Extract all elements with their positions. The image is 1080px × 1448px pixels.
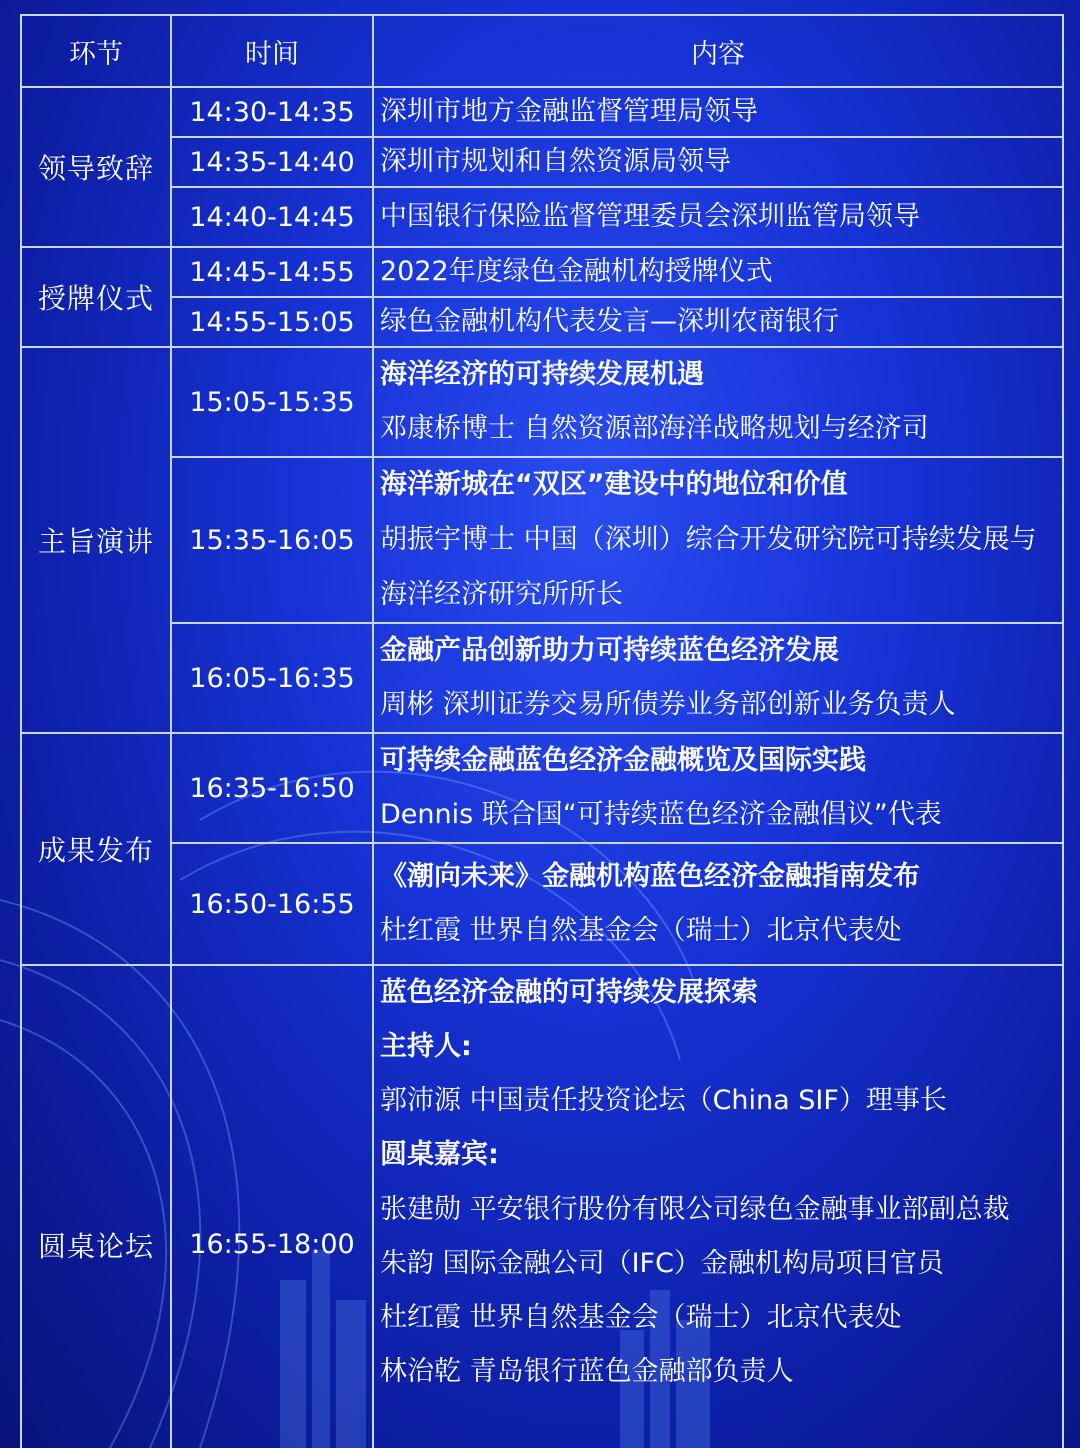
- talk-speaker: 邓康桥博士 自然资源部海洋战略规划与经济司: [380, 413, 929, 444]
- content-cell: [373, 843, 1063, 965]
- agenda-item: 中国银行保险监督管理委员会深圳监管局领导: [380, 201, 920, 232]
- table-row: [21, 297, 1063, 347]
- time-cell: 14:40-14:45: [171, 187, 373, 247]
- header-content: 内容: [373, 15, 1063, 87]
- table-row: [21, 623, 1063, 733]
- time-cell: 14:55-15:05: [171, 297, 373, 347]
- talk-topic: 海洋新城在“双区”建设中的地位和价值: [380, 469, 848, 500]
- table-row: [21, 347, 1063, 457]
- time-cell: 16:50-16:55: [171, 843, 373, 965]
- release-topic: 《潮向未来》金融机构蓝色经济金融指南发布: [380, 861, 920, 892]
- content-cell: [373, 187, 1063, 247]
- host-label: 主持人:: [380, 1031, 472, 1062]
- time-cell: 15:35-16:05: [171, 457, 373, 623]
- table-row: [21, 843, 1063, 965]
- talk-topic: 金融产品创新助力可持续蓝色经济发展: [380, 635, 839, 666]
- section-label: 成果发布: [21, 733, 171, 965]
- guest-item: 朱韵 国际金融公司（IFC）金融机构局项目官员: [380, 1248, 944, 1279]
- table-row: [21, 137, 1063, 187]
- content-cell: [373, 623, 1063, 733]
- table-header-row: [21, 15, 1063, 87]
- agenda-item: 2022年度绿色金融机构授牌仪式: [380, 256, 773, 287]
- forum-topic: 蓝色经济金融的可持续发展探索: [380, 977, 758, 1008]
- agenda-item: 绿色金融机构代表发言—深圳农商银行: [380, 306, 839, 337]
- host-name: 郭沛源 中国责任投资论坛（China SIF）理事长: [380, 1085, 947, 1116]
- time-cell: 16:35-16:50: [171, 733, 373, 843]
- content-cell: [373, 297, 1063, 347]
- agenda-item: 深圳市规划和自然资源局领导: [380, 146, 731, 177]
- schedule-table: [20, 14, 1064, 1448]
- content-cell: [373, 457, 1063, 623]
- agenda-item: 深圳市地方金融监督管理局领导: [380, 96, 758, 127]
- talk-speaker: 周彬 深圳证券交易所债券业务部创新业务负责人: [380, 689, 956, 720]
- release-speaker: Dennis 联合国“可持续蓝色经济金融倡议”代表: [380, 799, 942, 830]
- time-cell: 16:05-16:35: [171, 623, 373, 733]
- time-cell: 16:55-18:00: [171, 965, 373, 1448]
- content-cell: [373, 347, 1063, 457]
- content-cell: [373, 247, 1063, 297]
- section-label: 领导致辞: [21, 87, 171, 247]
- section-label: 授牌仪式: [21, 247, 171, 347]
- time-cell: 14:45-14:55: [171, 247, 373, 297]
- content-cell: [373, 137, 1063, 187]
- header-time: 时间: [171, 15, 373, 87]
- table-row: [21, 733, 1063, 843]
- table-row: [21, 187, 1063, 247]
- talk-speaker: 胡振宇博士 中国（深圳）综合开发研究院可持续发展与海洋经济研究所所长: [380, 524, 1037, 610]
- release-topic: 可持续金融蓝色经济金融概览及国际实践: [380, 745, 866, 776]
- section-label: 圆桌论坛: [21, 965, 171, 1448]
- time-cell: 14:30-14:35: [171, 87, 373, 137]
- table-row: [21, 247, 1063, 297]
- guests-label: 圆桌嘉宾:: [380, 1139, 499, 1170]
- content-cell: [373, 87, 1063, 137]
- time-cell: 15:05-15:35: [171, 347, 373, 457]
- content-cell: [373, 965, 1063, 1448]
- talk-topic: 海洋经济的可持续发展机遇: [380, 359, 704, 390]
- content-cell: [373, 733, 1063, 843]
- section-label: 主旨演讲: [21, 347, 171, 733]
- table-row: [21, 87, 1063, 137]
- release-speaker: 杜红霞 世界自然基金会（瑞士）北京代表处: [380, 915, 902, 946]
- header-section: 环节: [21, 15, 171, 87]
- time-cell: 14:35-14:40: [171, 137, 373, 187]
- guest-item: 张建勋 平安银行股份有限公司绿色金融事业部副总裁: [380, 1194, 1010, 1225]
- guest-item: 林治乾 青岛银行蓝色金融部负责人: [380, 1356, 794, 1387]
- table-row: [21, 965, 1063, 1448]
- table-row: [21, 457, 1063, 623]
- guest-item: 杜红霞 世界自然基金会（瑞士）北京代表处: [380, 1302, 902, 1333]
